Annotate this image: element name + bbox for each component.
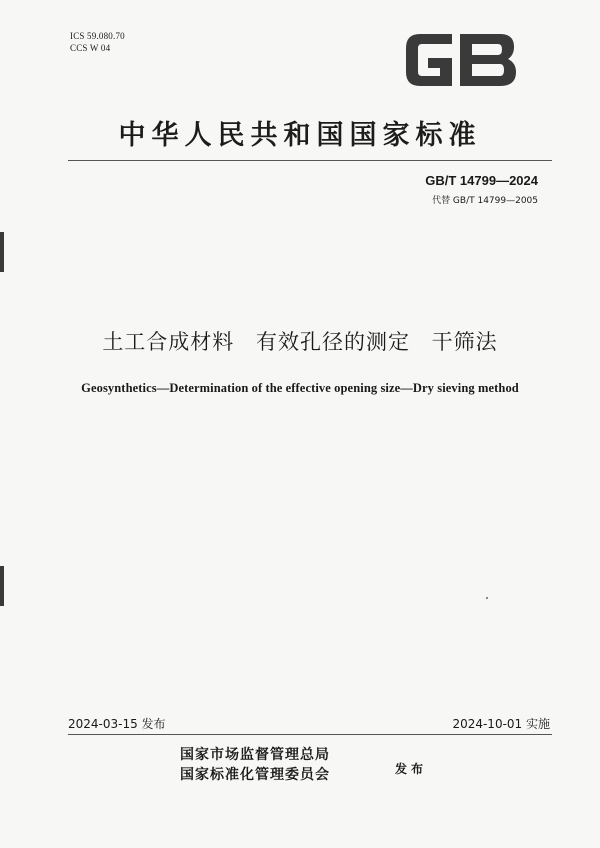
standard-number: GB/T 14799—2024 [425, 173, 538, 188]
ccs-code: CCS W 04 [70, 43, 111, 53]
implementation-date: 2024-10-01 实施 [452, 717, 550, 731]
replaces-standard: 代替 GB/T 14799—2005 [432, 196, 538, 206]
issuing-authorities [180, 745, 330, 785]
issue-label: 发布 [395, 762, 428, 776]
issuer-sac: 国家标准化管理委员会 [180, 767, 330, 783]
issuer-samr: 国家市场监督管理总局 [180, 747, 330, 763]
header-divider [68, 160, 552, 161]
ics-code: ICS 59.080.70 [70, 31, 125, 41]
issue-date: 2024-03-15 发布 [68, 717, 166, 731]
document-title-en: Geosynthetics—Determination of the effective opening size—Dry sieving method [81, 381, 519, 395]
standard-category-title: 中华人民共和国国家标准 [118, 120, 482, 151]
classification-codes [70, 30, 125, 54]
edge-mark-lower [0, 566, 4, 606]
gb-logo-b [460, 34, 516, 86]
edge-mark-upper [0, 232, 4, 272]
gb-logo-g [406, 34, 452, 86]
gb-logo [400, 30, 520, 90]
footer-divider [68, 734, 552, 735]
speck [486, 597, 488, 599]
document-title-zh: 土工合成材料 有效孔径的测定 干筛法 [102, 330, 498, 354]
